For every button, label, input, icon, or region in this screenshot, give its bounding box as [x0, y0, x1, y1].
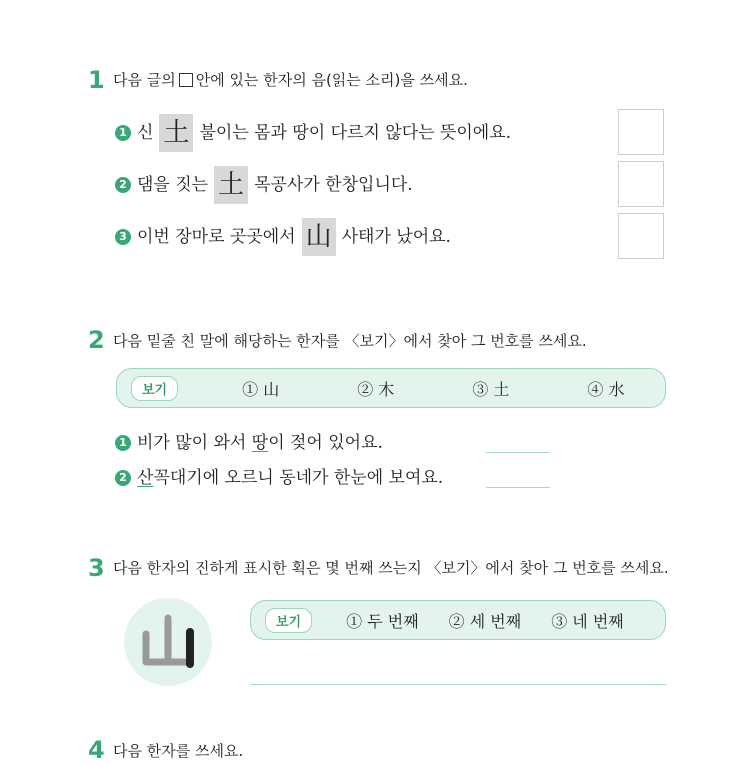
question-1-text-after: 안에 있는 한자의 음(읽는 소리)을 쓰세요. [195, 71, 468, 89]
answer-box-3[interactable] [618, 213, 664, 259]
item-text-after: 이 젖어 있어요. [268, 433, 383, 453]
highlighted-hanja: 土 [214, 166, 248, 204]
mountain-hanja-stroke-icon [136, 612, 200, 672]
hanja-circle [124, 598, 212, 686]
question-3-number: 3 [88, 554, 105, 582]
item-text-before: 비가 많이 와서 [137, 433, 252, 453]
question-4-number: 4 [88, 736, 105, 764]
answer-line-3[interactable] [250, 684, 666, 685]
q1-item-3 [115, 218, 451, 256]
bogi-label: 보기 [265, 608, 312, 633]
item-text-before: 이번 장마로 곳곳에서 [137, 227, 296, 247]
answer-box-2[interactable] [618, 161, 664, 207]
bogi-label: 보기 [131, 376, 178, 401]
answer-line-2[interactable] [486, 487, 550, 488]
highlighted-hanja: 土 [159, 114, 193, 152]
q2-item-2 [115, 464, 443, 492]
item-text-before: 신 [137, 123, 154, 143]
question-2-number: 2 [88, 326, 105, 354]
bogi-option-2: ② 세 번째 [448, 611, 522, 631]
question-1-text [113, 70, 468, 90]
item-text-after: 불이는 몸과 땅이 다르지 않다는 뜻이에요. [199, 123, 512, 143]
question-1-text-before: 다음 글의 [113, 71, 176, 89]
item-number-badge: 2 [115, 470, 131, 486]
item-text-after: 사태가 났어요. [341, 227, 451, 247]
question-2-text: 다음 밑줄 친 말에 해당하는 한자를 〈보기〉에서 찾아 그 번호를 쓰세요. [113, 332, 587, 350]
bogi-option-1: ① 두 번째 [346, 611, 419, 631]
item-text-after: 목공사가 한창입니다. [254, 175, 413, 195]
square-box-icon [179, 73, 193, 87]
q2-bogi-panel [116, 368, 666, 408]
item-text-after: 꼭대기에 오르니 동네가 한눈에 보여요. [153, 468, 444, 488]
bogi-option-3: ③ 土 [472, 379, 510, 399]
q1-item-1 [115, 114, 511, 152]
highlighted-hanja: 山 [302, 218, 336, 256]
item-text-before: 댐을 짓는 [137, 175, 209, 195]
item-number-badge: 1 [115, 435, 131, 451]
answer-box-1[interactable] [618, 109, 664, 155]
bogi-option-1: ① 山 [242, 379, 280, 399]
bogi-option-2: ② 木 [357, 379, 395, 399]
answer-line-1[interactable] [486, 452, 550, 453]
q1-item-2 [115, 166, 413, 204]
bogi-option-4: ④ 水 [587, 379, 625, 399]
underlined-word: 산 [137, 468, 154, 488]
question-3-text: 다음 한자의 진하게 표시한 획은 몇 번째 쓰는지 〈보기〉에서 찾아 그 번호를 쓰세요. [113, 559, 669, 577]
item-number-badge: 1 [115, 125, 131, 141]
question-4-text: 다음 한자를 쓰세요. [113, 742, 244, 760]
q3-bogi-panel [250, 600, 666, 640]
underlined-word: 땅 [251, 433, 269, 453]
item-number-badge: 3 [115, 229, 131, 245]
q2-item-1 [115, 429, 383, 457]
item-number-badge: 2 [115, 177, 131, 193]
question-1-number: 1 [88, 66, 105, 94]
bogi-option-3: ③ 네 번째 [551, 611, 624, 631]
